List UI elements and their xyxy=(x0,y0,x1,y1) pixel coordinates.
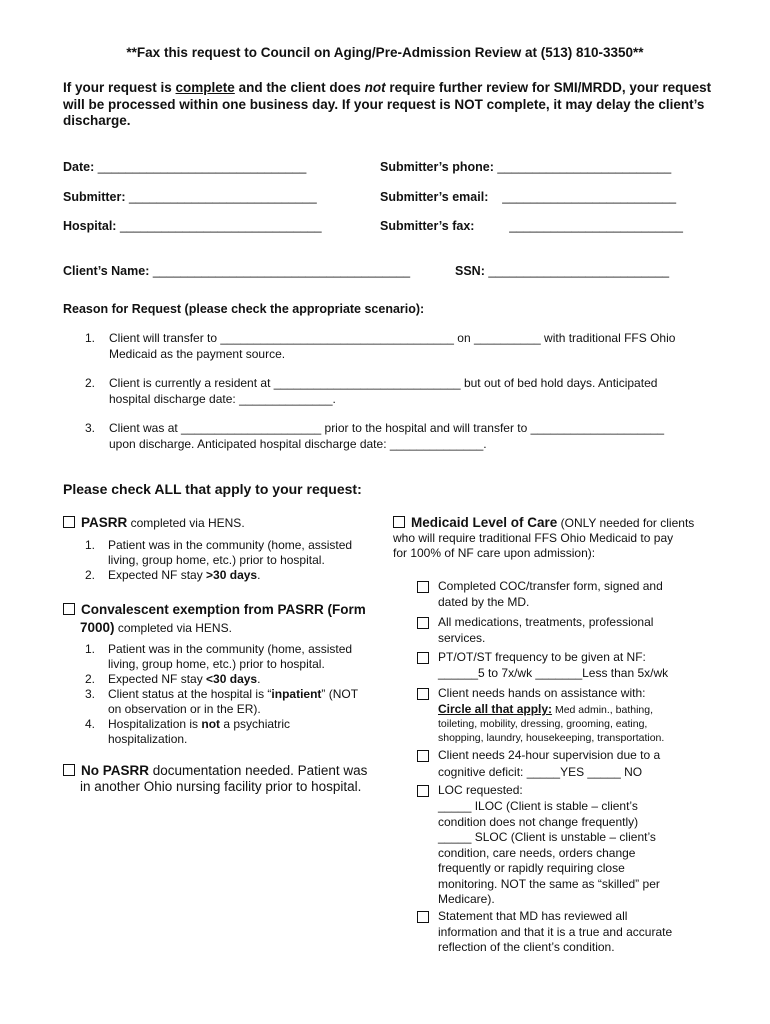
no-pasrr-cont: in another Ohio nursing facility prior to hospital. xyxy=(80,779,362,794)
scenario-2[interactable]: 2. Client is currently a resident at ____________________________ but out of bed hold days. Anticipated hospital discharge date: ______________. xyxy=(85,376,658,406)
medicaid-desc-l3: for 100% of NF care upon admission): xyxy=(393,546,596,560)
convalescent-criteria-list: 1. Patient was in the community (home, assisted living, group home, etc.) prior to hospital. 2. Expected NF stay <30 days. 3. Client status at the hospital is “inpatient” (NOT on observation or in the ER). 4. Hospitalization is not a psychiatric hospitalization. xyxy=(85,642,359,746)
loc-checkbox[interactable] xyxy=(417,785,429,797)
medications-checkbox[interactable] xyxy=(417,617,429,629)
medicaid-req-hands-on[interactable]: Client needs hands on assistance with: Circle all that apply: Med admin., bathing, toileting, mobility, dressing, grooming, eating, shopping, laundry, housekeeping, transportation. xyxy=(417,686,707,746)
medicaid-req-loc[interactable]: LOC requested: _____ ILOC (Client is stable – client’s condition does not change frequently) _____ SLOC (Client is unstable – client’s condition, care needs, orders change frequently or rapidly requiring close monitoring. NOT the same as “skilled” per Medicare). xyxy=(417,783,707,908)
no-pasrr-checkbox[interactable] xyxy=(63,764,75,776)
check-all-heading: Please check ALL that apply to your request: xyxy=(63,481,362,497)
ssn-field[interactable]: SSN: __________________________ xyxy=(455,264,670,278)
coc-checkbox[interactable] xyxy=(417,581,429,593)
medicaid-req-therapy[interactable]: PT/OT/ST frequency to be given at NF: ______5 to 7x/wk _______Less than 5x/wk xyxy=(417,650,707,682)
submitter-phone-field[interactable]: Submitter’s phone: _________________________ xyxy=(380,160,672,174)
medicaid-req-medications[interactable]: All medications, treatments, professional services. xyxy=(417,615,707,647)
client-name-field[interactable]: Client’s Name: _____________________________________ xyxy=(63,264,411,278)
medicaid-req-md-statement[interactable]: Statement that MD has reviewed all information and that it is a true and accurate reflection of the client’s condition. xyxy=(417,909,707,957)
scenario-1[interactable]: 1. Client will transfer to ___________________________________ on __________ with traditional FFS Ohio Medicaid as the payment source. xyxy=(85,331,676,361)
medicaid-req-coc[interactable]: Completed COC/transfer form, signed and dated by the MD. xyxy=(417,579,707,611)
therapy-checkbox[interactable] xyxy=(417,652,429,664)
hospital-field[interactable]: Hospital: _____________________________ xyxy=(63,219,322,233)
scenario-3[interactable]: 3. Client was at _____________________ prior to the hospital and will transfer to ____________________ upon discharge. Anticipated hospital discharge date: ______________. xyxy=(85,421,665,451)
submitter-email-field[interactable]: Submitter’s email: _________________________ xyxy=(380,190,677,204)
convalescent-option[interactable]: Convalescent exemption from PASRR (Form xyxy=(63,601,366,619)
reason-heading: Reason for Request (please check the appropriate scenario): xyxy=(63,302,425,316)
date-field[interactable]: Date: ______________________________ xyxy=(63,160,307,174)
submitter-field[interactable]: Submitter: ___________________________ xyxy=(63,190,317,204)
md-statement-checkbox[interactable] xyxy=(417,911,429,923)
convalescent-title-cont: 7000) completed via HENS. xyxy=(80,620,232,635)
medicaid-loc-option[interactable]: Medicaid Level of Care (ONLY needed for clients xyxy=(393,515,694,530)
fax-instruction-header: **Fax this request to Council on Aging/Pre-Admission Review at (513) 810-3350** xyxy=(126,45,644,60)
intro-paragraph: If your request is complete and the client does not require further review for SMI/MRDD, your request will be processed within one business day. If your request is NOT complete, it may delay the client’s discharge. xyxy=(63,80,712,128)
no-pasrr-option[interactable]: No PASRR documentation needed. Patient was xyxy=(63,763,367,778)
hands-on-checkbox[interactable] xyxy=(417,688,429,700)
submitter-fax-field[interactable]: Submitter’s fax: _________________________ xyxy=(380,219,684,233)
pasrr-criteria-list: 1. Patient was in the community (home, assisted living, group home, etc.) prior to hospital. 2. Expected NF stay >30 days. xyxy=(85,538,353,582)
supervision-checkbox[interactable] xyxy=(417,750,429,762)
medicaid-desc-l2: who will require traditional FFS Ohio Medicaid to pay xyxy=(393,531,674,545)
pasrr-checkbox[interactable] xyxy=(63,516,75,528)
pasrr-option[interactable]: PASRR completed via HENS. xyxy=(63,515,245,530)
medicaid-req-supervision[interactable]: Client needs 24-hour supervision due to a cognitive deficit: _____YES _____ NO xyxy=(417,748,707,780)
convalescent-checkbox[interactable] xyxy=(63,603,75,615)
medicaid-loc-checkbox[interactable] xyxy=(393,516,405,528)
